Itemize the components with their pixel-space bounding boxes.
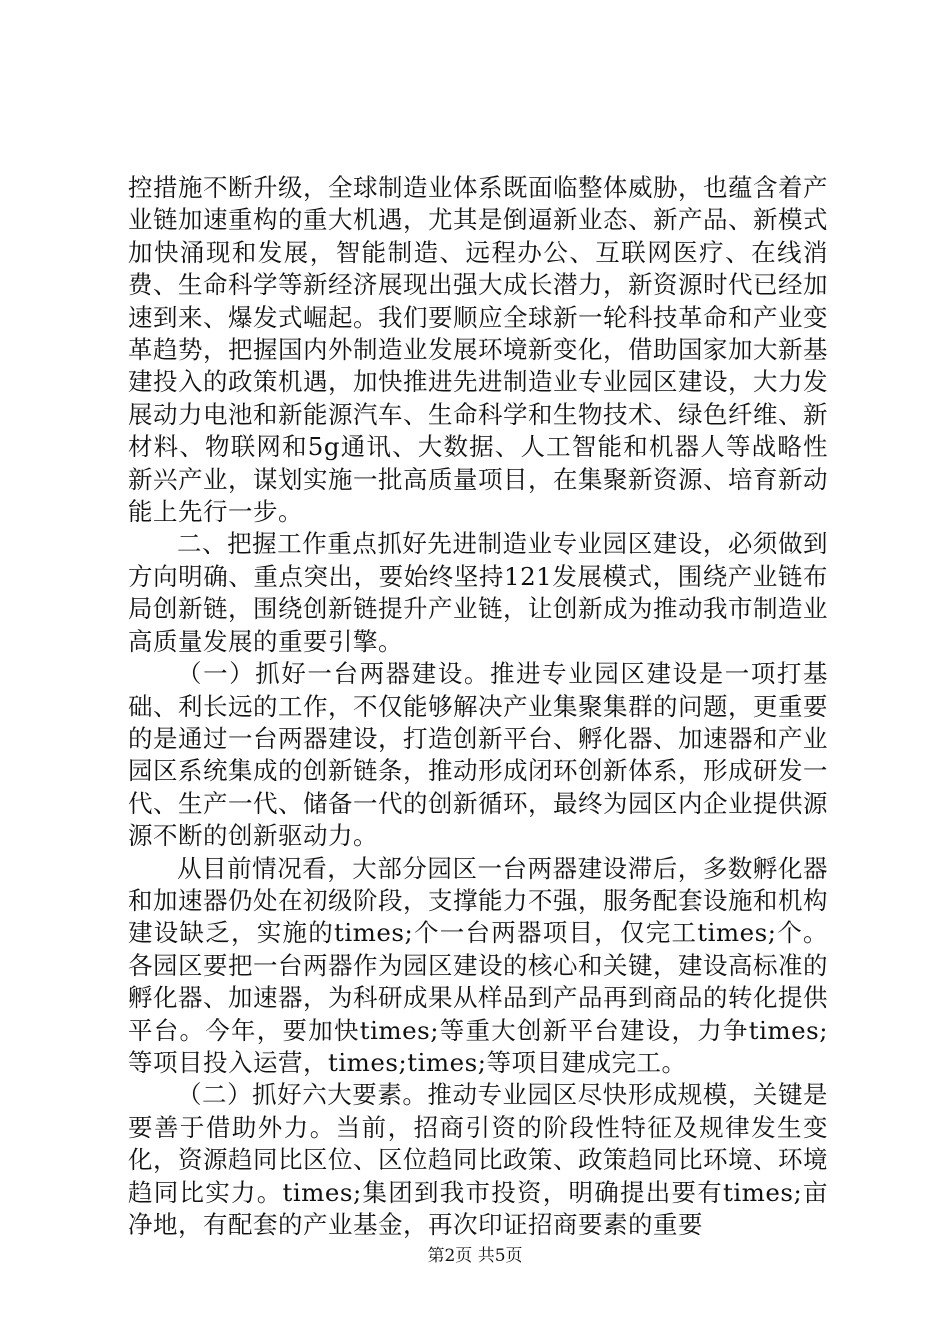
paragraph-1: 控措施不断升级，全球制造业体系既面临整体威胁，也蕴含着产业链加速重构的重大机遇，尤其是倒逼新业态、新产品、新模式加快涌现和发展，智能制造、远程办公、互联网医疗、在线消费、生命科学等新经济展现出强大成长潜力，新资源时代已经加速到来、爆发式崛起。我们要顺应全球新一轮科技革命和产业变革趋势，把握国内外制造业发展环境新变化，借助国家加大新基建投入的政策机遇，加快推进先进制造业专业园区建设，大力发展动力电池和新能源汽车、生命科学和生物技术、绿色纤维、新材料、物联网和5g通讯、大数据、人工智能和机器人等战略性新兴产业，谋划实施一批高质量项目，在集聚新资源、培育新动能上先行一步。	[128, 173, 828, 527]
document-body	[128, 172, 828, 1241]
paragraph-2: 二、把握工作重点抓好先进制造业专业园区建设，必须做到方向明确、重点突出，要始终坚持121发展模式，围绕产业链布局创新链，围绕创新链提升产业链，让创新成为推动我市制造业高质量发展的重要引擎。	[128, 529, 828, 656]
page-number: 第2页 共5页	[427, 1246, 523, 1266]
paragraph-3: （一）抓好一台两器建设。推进专业园区建设是一项打基础、利长远的工作，不仅能够解决产业集聚集群的问题，更重要的是通过一台两器建设，打造创新平台、孵化器、加速器和产业园区系统集成的创新链条，推动形成闭环创新体系，形成研发一代、生产一代、储备一代的创新循环，最终为园区内企业提供源源不断的创新驱动力。	[128, 659, 828, 851]
page-footer	[0, 1245, 950, 1267]
paragraph-5: （二）抓好六大要素。推动专业园区尽快形成规模，关键是要善于借助外力。当前，招商引资的阶段性特征及规律发生变化，资源趋同比区位、区位趋同比政策、政策趋同比环境、环境趋同比实力。times;集团到我市投资，明确提出要有times;亩净地，有配套的产业基金，再次印证招商要素的重要	[128, 1080, 828, 1239]
paragraph-4: 从目前情况看，大部分园区一台两器建设滞后，多数孵化器和加速器仍处在初级阶段，支撑能力不强，服务配套设施和机构建设缺乏，实施的times;个一台两器项目，仅完工times;个。各园区要把一台两器作为园区建设的核心和关键，建设高标准的孵化器、加速器，为科研成果从样品到产品再到商品的转化提供平台。今年，要加快times;等重大创新平台建设，力争times;等项目投入运营，times;times;等项目建成完工。	[128, 853, 828, 1077]
